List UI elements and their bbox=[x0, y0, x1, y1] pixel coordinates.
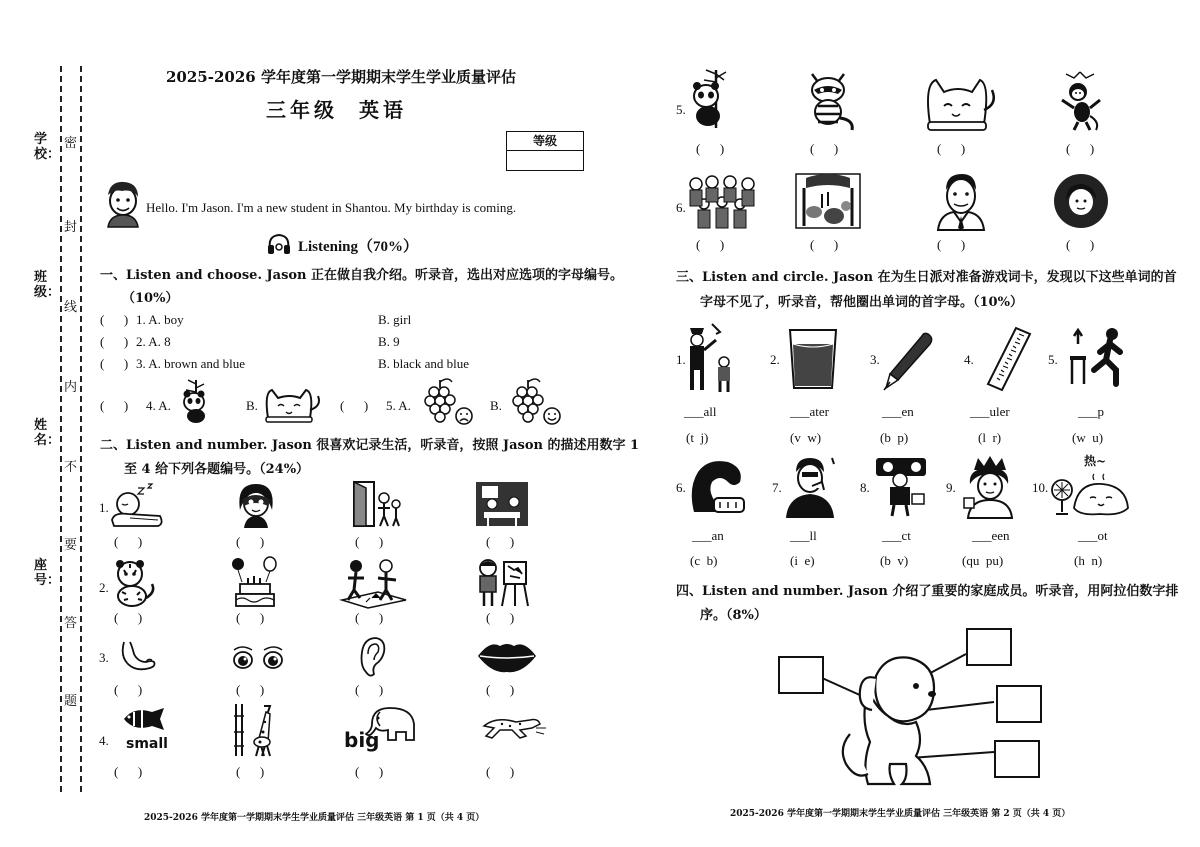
man-face-icon bbox=[932, 172, 990, 230]
answer-paren[interactable]: ( ) bbox=[340, 398, 369, 413]
family-member-box[interactable] bbox=[996, 685, 1042, 723]
option-b-label: B. bbox=[490, 398, 502, 413]
answer-paren[interactable]: ( ) bbox=[810, 237, 839, 252]
jason-avatar-icon bbox=[100, 177, 144, 227]
blank-word: ___all bbox=[684, 404, 717, 419]
letter-choice[interactable]: (b p) bbox=[880, 430, 909, 445]
answer-paren[interactable]: ( ) bbox=[114, 764, 143, 779]
pen-icon bbox=[880, 330, 936, 392]
intro-text: Hello. I'm Jason. I'm a new student in Shantou. My birthday is coming. bbox=[146, 200, 517, 215]
answer-paren[interactable]: ( ) bbox=[486, 610, 515, 625]
answer-paren[interactable]: ( ) bbox=[486, 534, 515, 549]
queen-icon bbox=[960, 454, 1018, 518]
part1-points: （10%） bbox=[122, 291, 179, 306]
item-number: 8. bbox=[860, 480, 870, 495]
item-number: 6. bbox=[676, 480, 686, 495]
seal-char: 不 bbox=[64, 460, 78, 475]
blank-word: ___en bbox=[882, 404, 914, 419]
part3-instruction-line2: 字母不见了，听录音，帮他圈出单词的首字母。（10%） bbox=[700, 295, 1023, 310]
blank-word: ___uler bbox=[970, 404, 1010, 419]
binding-dash-line-left bbox=[60, 66, 62, 792]
row-label: 4. bbox=[99, 733, 109, 748]
glass-water-icon bbox=[786, 328, 840, 390]
school-label: 学校： bbox=[34, 132, 61, 162]
seal-char: 线 bbox=[64, 300, 78, 315]
answer-paren[interactable]: ( ) bbox=[696, 141, 725, 156]
family-member-box[interactable] bbox=[966, 628, 1012, 666]
ruler-icon bbox=[984, 326, 1034, 392]
cat-icon bbox=[924, 74, 998, 132]
family-meal-icon bbox=[474, 480, 530, 528]
fish-icon bbox=[120, 706, 168, 732]
footer-right: 2025-2026 学年度第一学期期末学生学业质量评估 三年级英语 第 2 页（共 4 页） bbox=[730, 809, 1071, 819]
letter-choice[interactable]: (qu pu) bbox=[962, 553, 1004, 568]
monkey-icon bbox=[1056, 70, 1104, 132]
police-icon bbox=[682, 320, 738, 394]
listening-heading: Listening（70%） bbox=[298, 239, 419, 255]
answer-paren[interactable]: ( ) bbox=[355, 764, 384, 779]
part4-instruction-line1: 四、Listen and number. Jason 介绍了重要的家庭成员。听录音，用阿拉伯数字排 bbox=[676, 584, 1179, 599]
row-label: 6. bbox=[676, 200, 686, 215]
big-family-icon bbox=[686, 172, 760, 230]
row-label: 3. bbox=[99, 650, 109, 665]
answer-paren[interactable]: ( ) bbox=[1066, 141, 1095, 156]
item-number: 9. bbox=[946, 480, 956, 495]
answer-paren[interactable]: ( ) bbox=[696, 237, 725, 252]
seal-char: 答 bbox=[64, 616, 78, 631]
answer-paren[interactable]: ( ) bbox=[100, 356, 129, 371]
eyes-icon bbox=[230, 644, 286, 672]
option-a: 2. A. 8 bbox=[136, 334, 171, 349]
bamboo-giraffe-icon bbox=[230, 702, 280, 758]
boy-portrait-icon bbox=[1052, 172, 1110, 230]
headphone-icon bbox=[266, 232, 292, 256]
lips-icon bbox=[476, 640, 538, 674]
option-label: 5. A. bbox=[386, 398, 411, 413]
letter-choice[interactable]: (t j) bbox=[686, 430, 709, 445]
letter-choice[interactable]: (c b) bbox=[690, 553, 718, 568]
part2-instruction-line2: 至 4 给下列各题编号。（24%） bbox=[124, 462, 310, 477]
answer-paren[interactable]: ( ) bbox=[100, 312, 129, 327]
row-label: 1. bbox=[99, 500, 109, 515]
answer-paren[interactable]: ( ) bbox=[355, 610, 384, 625]
girl-mask-icon bbox=[232, 480, 280, 528]
grade-box bbox=[506, 131, 584, 171]
blank-word: ___ct bbox=[882, 528, 911, 543]
zoo-gate-icon bbox=[794, 172, 862, 230]
option-a: 1. A. boy bbox=[136, 312, 184, 327]
answer-paren[interactable]: ( ) bbox=[486, 682, 515, 697]
row-label: 2. bbox=[99, 580, 109, 595]
name-label: 姓名： bbox=[34, 418, 61, 448]
stand-up-icon bbox=[1064, 326, 1130, 388]
sleeping-baby-icon bbox=[108, 484, 166, 528]
footer-left: 2025-2026 学年度第一学期期末学生学业质量评估 三年级英语 第 1 页（共 4 页） bbox=[144, 813, 485, 823]
hot-label: 热~ bbox=[1084, 454, 1107, 468]
class-label: 班级： bbox=[34, 270, 61, 300]
answer-paren[interactable]: ( ) bbox=[937, 141, 966, 156]
birthday-cake-icon bbox=[230, 556, 280, 608]
raccoon-icon bbox=[804, 70, 856, 132]
answer-paren[interactable]: ( ) bbox=[236, 764, 265, 779]
row-label: 5. bbox=[676, 102, 686, 117]
seal-char: 密 bbox=[64, 136, 78, 151]
item-number: 1. bbox=[676, 352, 686, 367]
letter-choice[interactable]: (l r) bbox=[978, 430, 1002, 445]
letter-choice[interactable]: (b v) bbox=[880, 553, 909, 568]
cheetah-running-icon bbox=[480, 712, 548, 740]
exam-subtitle: 三年级 英语 bbox=[266, 98, 407, 122]
option-label: 4. A. bbox=[146, 398, 171, 413]
blank-word: ___ot bbox=[1078, 528, 1108, 543]
family-member-box[interactable] bbox=[994, 740, 1040, 778]
tiger-cub-icon bbox=[110, 558, 156, 608]
seat-label: 座号： bbox=[34, 558, 61, 588]
binding-dash-line-right bbox=[80, 66, 82, 792]
cat-icon bbox=[262, 384, 324, 424]
grade-box-label: 等级 bbox=[507, 132, 583, 151]
fan-icon bbox=[684, 458, 748, 516]
door-kids-icon bbox=[350, 480, 404, 528]
item-number: 7. bbox=[772, 480, 782, 495]
option-b-label: B. bbox=[246, 398, 258, 413]
option-b: B. girl bbox=[378, 312, 412, 327]
answer-paren[interactable]: ( ) bbox=[236, 534, 265, 549]
kids-playing-icon bbox=[338, 556, 410, 610]
part3-instruction-line1: 三、Listen and circle. Jason 在为生日派对准备游戏词卡，发现以下这些单词的首 bbox=[676, 270, 1177, 285]
arm-icon bbox=[118, 638, 158, 678]
option-a: 3. A. brown and blue bbox=[136, 356, 246, 371]
answer-paren[interactable]: ( ) bbox=[236, 610, 265, 625]
word-small: small bbox=[126, 736, 168, 752]
item-number: 3. bbox=[870, 352, 880, 367]
answer-paren[interactable]: ( ) bbox=[114, 682, 143, 697]
part1-instruction: 一、Listen and choose. Jason 正在做自我介绍。听录音，选出对应选项的字母编号。 bbox=[100, 268, 624, 283]
answer-paren[interactable]: ( ) bbox=[1066, 237, 1095, 252]
answer-paren[interactable]: ( ) bbox=[486, 764, 515, 779]
answer-paren[interactable]: ( ) bbox=[355, 682, 384, 697]
seal-char: 封 bbox=[64, 220, 78, 235]
word-big: big bbox=[344, 728, 380, 752]
seal-char: 内 bbox=[64, 380, 78, 395]
answer-paren[interactable]: ( ) bbox=[100, 398, 129, 413]
blank-word: ___p bbox=[1078, 404, 1104, 419]
ear-icon bbox=[358, 636, 388, 678]
blank-word: ___ll bbox=[790, 528, 817, 543]
letter-choice[interactable]: (h n) bbox=[1074, 553, 1103, 568]
option-b: B. 9 bbox=[378, 334, 400, 349]
answer-paren[interactable]: ( ) bbox=[114, 534, 143, 549]
answer-paren[interactable]: ( ) bbox=[810, 141, 839, 156]
panda-bamboo-icon bbox=[684, 68, 734, 130]
blank-word: ___een bbox=[972, 528, 1010, 543]
item-number: 2. bbox=[770, 352, 780, 367]
seal-char: 题 bbox=[64, 694, 78, 709]
part4-instruction-line2: 序。（8%） bbox=[700, 608, 767, 623]
grapes-sad-icon bbox=[422, 376, 474, 426]
exam-title: 2025-2026 学年度第一学期期末学生学业质量评估 bbox=[166, 68, 516, 86]
grapes-happy-icon bbox=[510, 376, 562, 426]
ill-man-icon bbox=[782, 456, 838, 518]
family-member-box[interactable] bbox=[778, 656, 824, 694]
hot-weather-icon bbox=[1050, 468, 1134, 518]
answer-paren[interactable]: ( ) bbox=[236, 682, 265, 697]
seal-char: 要 bbox=[64, 538, 78, 553]
item-number: 4. bbox=[964, 352, 974, 367]
item-number: 5. bbox=[1048, 352, 1058, 367]
part2-instruction-line1: 二、Listen and number. Jason 很喜欢记录生活，听录音，按照 Jason 的描述用数字 1 bbox=[100, 438, 640, 453]
answer-paren[interactable]: ( ) bbox=[937, 237, 966, 252]
letter-choice[interactable]: (i e) bbox=[790, 553, 815, 568]
grade-box-blank[interactable] bbox=[507, 151, 583, 170]
option-b: B. black and blue bbox=[378, 356, 469, 371]
answer-paren[interactable]: ( ) bbox=[100, 334, 129, 349]
boy-painting-icon bbox=[474, 556, 530, 608]
blank-word: ___an bbox=[692, 528, 724, 543]
panda-icon bbox=[178, 378, 214, 424]
photographer-icon bbox=[872, 454, 930, 518]
answer-paren[interactable]: ( ) bbox=[355, 534, 384, 549]
letter-choice[interactable]: (w u) bbox=[1072, 430, 1104, 445]
blank-word: ___ater bbox=[790, 404, 829, 419]
answer-paren[interactable]: ( ) bbox=[114, 610, 143, 625]
item-number: 10. bbox=[1032, 480, 1049, 495]
letter-choice[interactable]: (v w) bbox=[790, 430, 822, 445]
